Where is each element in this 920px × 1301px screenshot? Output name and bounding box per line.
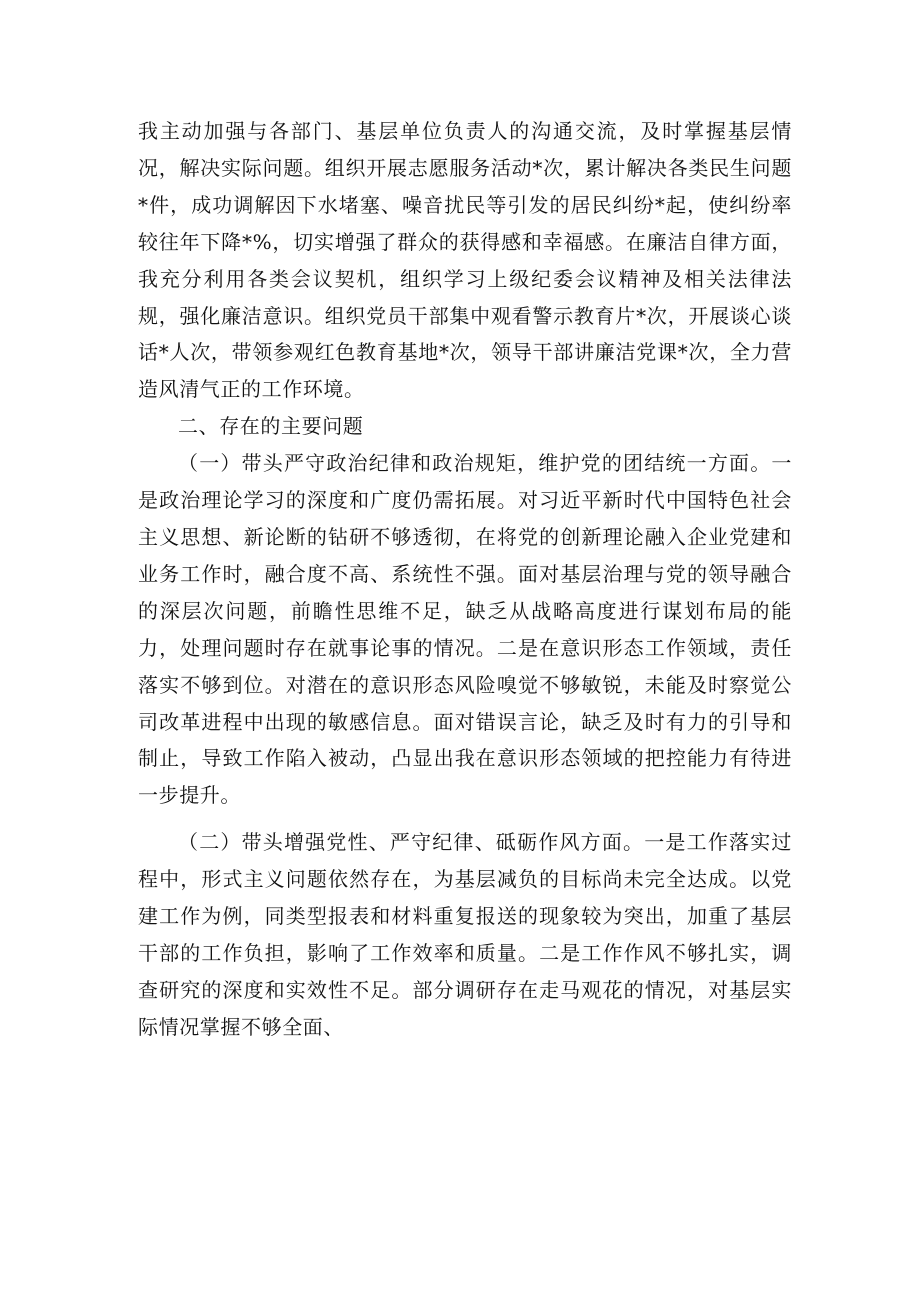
paragraph-party-spirit-conduct: （二）带头增强党性、严守纪律、砥砺作风方面。一是工作落实过程中，形式主义问题依然存在，为基层减负的目标尚未完全达成。以党建工作为例，同类型报表和材料重复报送的现象较为突出，加重了基层干部的工作负担，影响了工作效率和质量。二是工作作风不够扎实，调查研究的深度和实效性不足。部分调研存在走马观花的情况，对基层实际情况掌握不够全面、: [138, 830, 792, 1039]
document-body: [138, 113, 792, 1046]
section-heading-main-problems: 二、存在的主要问题: [178, 414, 364, 439]
paragraph-grassroots-communication: 我主动加强与各部门、基层单位负责人的沟通交流，及时掌握基层情况，解决实际问题。组织开展志愿服务活动*次，累计解决各类民生问题*件，成功调解因下水堵塞、噪音扰民等引发的居民纠纷*起，使纠纷率较往年下降*%，切实增强了群众的获得感和幸福感。在廉洁自律方面，我充分利用各类会议契机，组织学习上级纪委会议精神及相关法律法规，强化廉洁意识。组织党员干部集中观看警示教育片*次，开展谈心谈话*人次，带领参观红色教育基地*次，领导干部讲廉洁党课*次，全力营造风清气正的工作环境。: [138, 119, 792, 402]
paragraph-political-discipline: （一）带头严守政治纪律和政治规矩，维护党的团结统一方面。一是政治理论学习的深度和广度仍需拓展。对习近平新时代中国特色社会主义思想、新论断的钻研不够透彻，在将党的创新理论融入企业党建和业务工作时，融合度不高、系统性不强。面对基层治理与党的领导融合的深层次问题，前瞻性思维不足，缺乏从战略高度进行谋划布局的能力，处理问题时存在就事论事的情况。二是在意识形态工作领域，责任落实不够到位。对潜在的意识形态风险嗅觉不够敏锐，未能及时察觉公司改革进程中出现的敏感信息。面对错误言论，缺乏及时有力的引导和制止，导致工作陷入被动，凸显出我在意识形态领域的把控能力有待进一步提升。: [138, 451, 792, 808]
